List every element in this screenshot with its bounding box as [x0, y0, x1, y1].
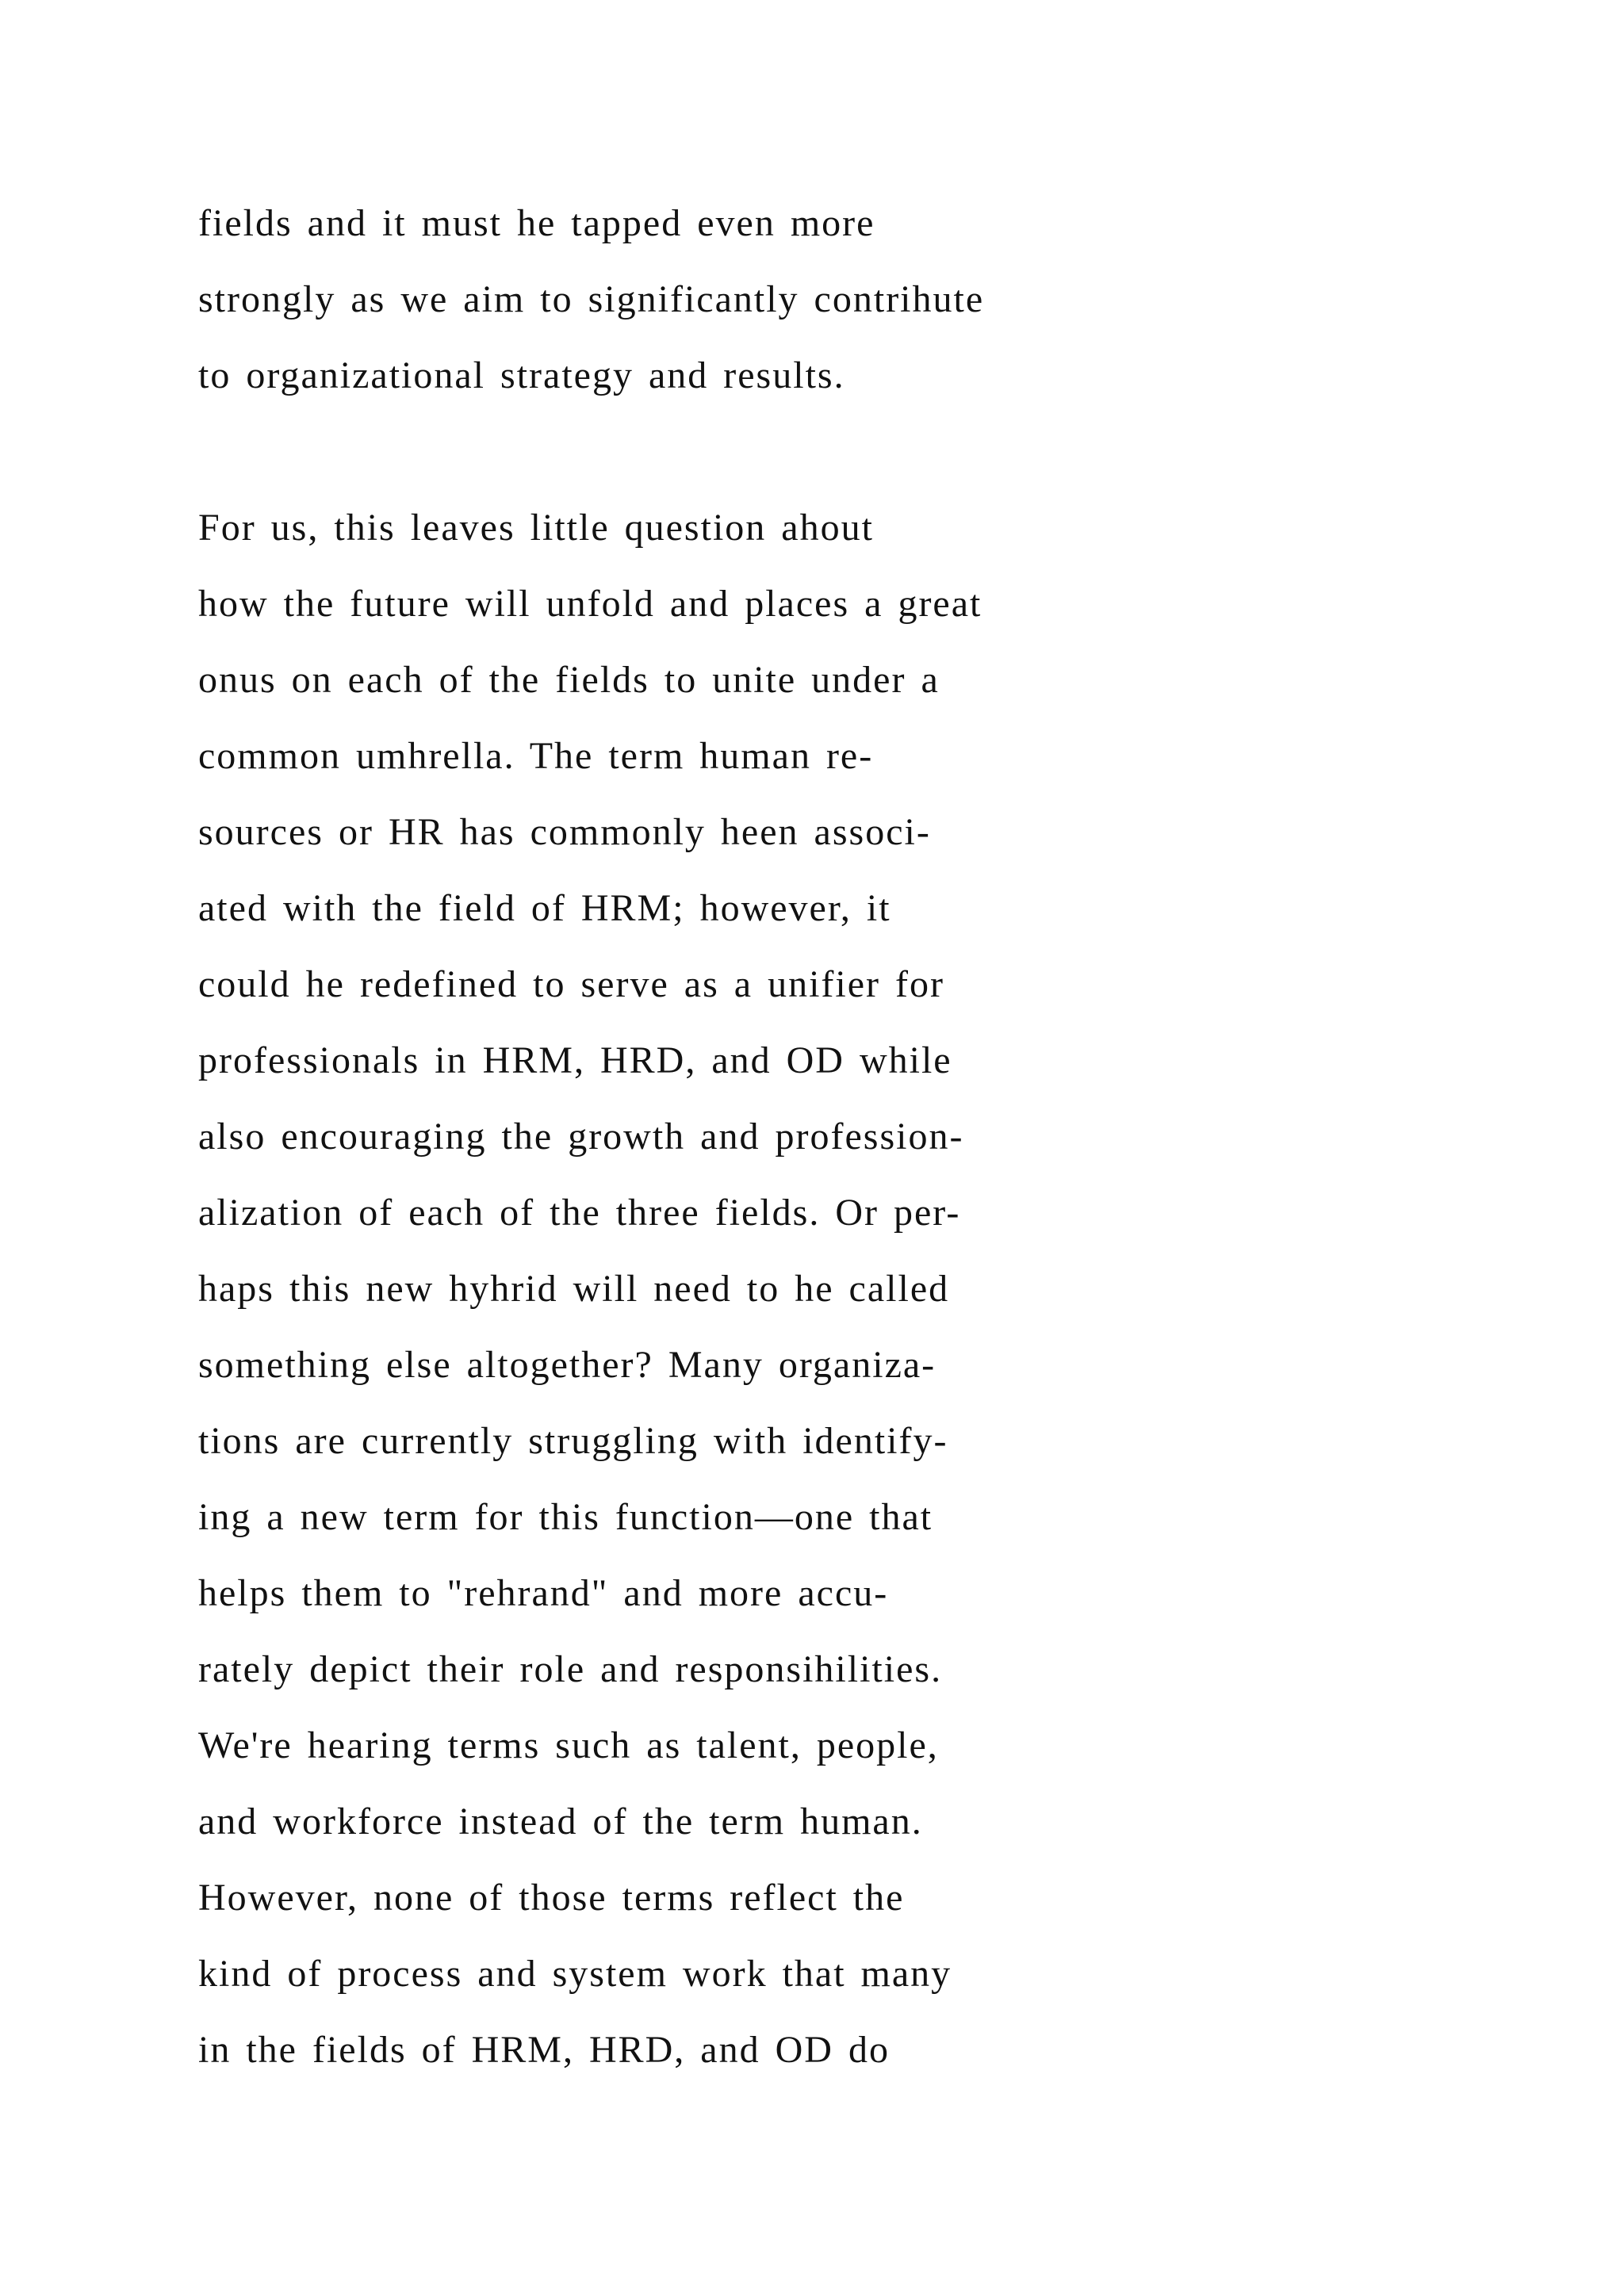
- text-line: rately depict their role and responsihilities.: [198, 1648, 943, 1690]
- text-line: We're hearing terms such as talent, people,: [198, 1724, 939, 1766]
- text-line: to organizational strategy and results.: [198, 354, 845, 396]
- text-line: haps this new hyhrid will need to he called: [198, 1268, 950, 1310]
- text-line: onus on each of the fields to unite under a: [198, 659, 940, 701]
- text-line: also encouraging the growth and profession-: [198, 1115, 964, 1158]
- text-line: ated with the field of HRM; however, it: [198, 887, 891, 929]
- text-line: professionals in HRM, HRD, and OD while: [198, 1039, 952, 1081]
- text-line: common umhrella. The term human re-: [198, 735, 874, 777]
- text-line: in the fields of HRM, HRD, and OD do: [198, 2029, 890, 2071]
- text-line: could he redefined to serve as a unifier for: [198, 963, 944, 1005]
- text-line: However, none of those terms reflect the: [198, 1877, 905, 1919]
- paragraph-2: [198, 499, 1388, 2098]
- text-line: sources or HR has commonly heen associ-: [198, 811, 931, 853]
- text-line: For us, this leaves little question ahout: [198, 507, 874, 549]
- text-line: strongly as we aim to significantly contrihute: [198, 278, 985, 320]
- body-text: [198, 195, 1388, 2098]
- text-line: helps them to "rehrand" and more accu-: [198, 1572, 889, 1614]
- text-line: and workforce instead of the term human.: [198, 1800, 923, 1843]
- text-line: tions are currently struggling with identify-: [198, 1420, 948, 1462]
- text-line: something else altogether? Many organiza-: [198, 1344, 936, 1386]
- paragraph-spacer: [198, 423, 1388, 499]
- text-line: how the future will unfold and places a great: [198, 583, 982, 625]
- paragraph-1: [198, 195, 1388, 423]
- text-line: fields and it must he tapped even more: [198, 202, 875, 244]
- text-line: ing a new term for this function—one that: [198, 1496, 933, 1538]
- text-line: kind of process and system work that many: [198, 1953, 952, 1995]
- text-line: alization of each of the three fields. Or per-: [198, 1192, 961, 1234]
